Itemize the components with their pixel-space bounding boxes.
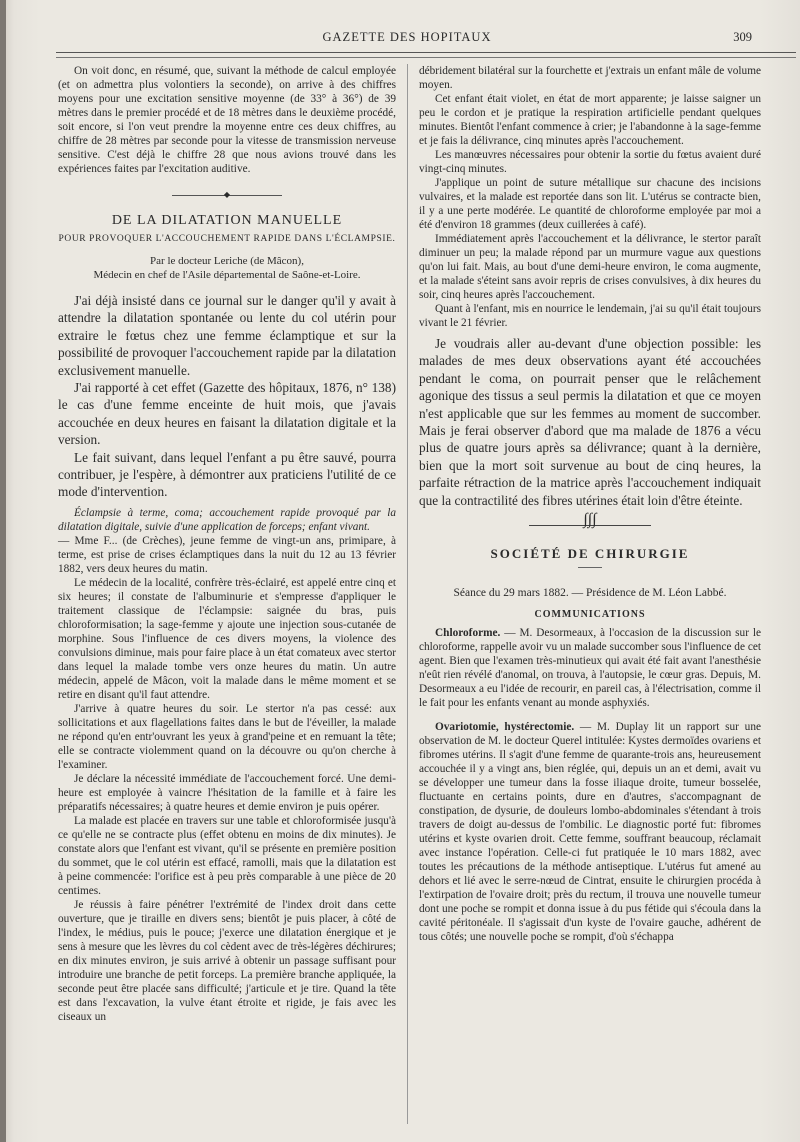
paragraph: J'arrive à quatre heures du soir. Le stertor n'a pas cessé: aux sollicitations et aux flagellations faites dans le but de l'éveiller, la malade ne répond qu'en entr'ouvrant les yeux à grand'peine et en remuant la tête; elle se contracte violemment quand on la découvre ou qu'on cherche à l'examiner. bbox=[58, 702, 396, 771]
paragraph: Je voudrais aller au-devant d'une objection possible: les malades de mes deux observations ayant été accouchées pendant le coma, on pourrait penser que le relâchement agonique des tissus a seul permis la dilatation et que ce moyen n'est applicable que sur les femmes au moment de succomber. Mais je ferai observer d'abord que ma malade de 1876 a vécu plus de quatre jours après sa délivrance; quant à la dernière, bien que la mort soit survenue au bout de cinq heures, la parfaite rétraction de la matrice après l'accouchement indiquait que la contractilité des fibres utérines était loin d'être éteinte. bbox=[419, 336, 761, 508]
header-rule bbox=[56, 52, 796, 53]
ovariotomie-heading: Ovariotomie, hystérectomie. bbox=[435, 721, 575, 734]
byline-author: Par le docteur Leriche (de Mâcon), bbox=[150, 255, 304, 267]
paragraph: Je réussis à faire pénétrer l'extrémité de l'index droit dans cette ouverture, que je tiraille en divers sens; bientôt je puis placer, à côté de l'index, le médius, puis le pouce; j'exerce une dilatation énergique et je sens à mesure que les lèvres du col cèdent avec de très-légères déchirures; en dix minutes environ, je suis arrivé à obtenir un passage suffisant pour introduire une branche de petit forceps. La première branche appliquée, la seconde peut être placée sans difficulté; j'articule et je tire. Quand la tête est dans l'excavation, la vulve étant étroite et rigide, je fais avec les ciseaux un bbox=[58, 898, 396, 1023]
paragraph: débridement bilatéral sur la fourchette et j'extrais un enfant mâle de volume moyen. bbox=[419, 65, 761, 91]
paragraph: Les manœuvres nécessaires pour obtenir la sortie du fœtus avaient duré vingt-cinq minutes. bbox=[419, 149, 761, 175]
case-title: Éclampsie à terme, coma; accouchement rapide provoqué par la dilatation digitale, suivie d'une application de forceps; enfant vivant. bbox=[58, 506, 396, 533]
journal-title: GAZETTE DES HOPITAUX bbox=[322, 30, 492, 44]
paragraph: La malade est placée en travers sur une table et chloroformisée jusqu'à ce qu'elle ne se contracte plus (effet obtenu en moins de dix minutes). Je constate alors que l'enfant est vivant, qu'il se présente en première position du sommet, que le col utérin est effacé, ramolli, mais que la dilatation est à peine commencée: l'orifice est à peu près comparable à une pièce de 20 centimes. bbox=[58, 814, 396, 897]
ovariotomie-text: — M. Duplay lit un rapport sur une observation de M. le docteur Querel intitulée: Kystes dermoïdes ovariens et fibromes utérins. Il s'agit d'une femme de quarante-trois ans, heureusement accouchée il y a vingt ans, bien réglée, qui, depuis un an et demi, avait vu se développer une tumeur dans la fosse iliaque droite, tumeur bosselée, fluctuante en certains points, dure en d'autres, s'accompagnant de constipation, de dysurie, de douleurs lombo-abdominales s'étendant à trois travers de doigt au-dessus de l'ombilic. Le diagnostic porté fut: fibromes utérins et kyste ovarien droit. Cette femme, souffrant beaucoup, réclamait avec instance l'opération. Celle-ci fut pratiquée le 10 mars 1882, avec toutes les précautions de la méthode antiseptique. L'utérus fut amené au dehors et lié avec le serre-nœud de Cintrat, ensuite le chirurgien procéda à l'extirpation de l'ovaire droit; près du rectum, il trouva une nouvelle tumeur dont une poche se rompit et donna issue à du pus fétide qui s'écoula dans la cavité péritonéale. Il s'agissait d'un kyste de l'ovaire gauche, adhérent de tous côtés; une nouvelle poche se rompit, d'où s'échappa bbox=[419, 721, 761, 944]
paragraph: — Mme F... (de Crèches), jeune femme de vingt-un ans, primipare, à terme, est prise de crises éclamptiques dans la nuit du 12 au 13 février 1882, vers deux heures du matin. bbox=[58, 534, 396, 575]
session-line: Séance du 29 mars 1882. — Présidence de M. Léon Labbé. bbox=[453, 587, 727, 600]
signature-flourish-icon: ∫∫∫ bbox=[419, 513, 761, 533]
intro-paragraph: On voit donc, en résumé, que, suivant la méthode de calcul employée (et on admettra plus volontiers la seconde), on arrive à des chiffres moyens pour une excitation sensitive moyenne (de 33° à 36°) de 39 mètres dans le premier procédé et de 18 mètres dans le deuxième procédé, soit encore, si l'on veut prendre la moyenne entre ces deux chiffres, au chiffre de 28 mètres par seconde pour la vitesse de transmission nerveuse sensitive. C'est déjà le chiffre 28 que nous avions trouvé dans les expériences faites par l'excitation auditive. bbox=[58, 65, 396, 175]
column-divider bbox=[407, 64, 408, 1124]
section-rule bbox=[578, 567, 602, 568]
paragraph: Je déclare la nécessité immédiate de l'accouchement forcé. Une demi-heure est employée à vaincre l'hésitation de la famille et à faire les préparatifs nécessaires; à quatre heures et demie environ je puis opérer. bbox=[58, 772, 396, 813]
communications-heading: COMMUNICATIONS bbox=[534, 609, 646, 621]
scan-edge bbox=[0, 0, 6, 1142]
chloroforme-heading: Chloroforme. bbox=[435, 627, 501, 640]
paragraph: Immédiatement après l'accouchement et la délivrance, le stertor paraît diminuer un peu; la malade répond par un murmure vague aux questions qu'on lui fait. Mais, au bout d'une demi-heure environ, le coma augmente, et la malade s'éteint sans avoir repris de crises convulsives, à dix heures du soir, cinq heures après l'accouchement. bbox=[419, 233, 761, 301]
paragraph: J'ai rapporté à cet effet (Gazette des hôpitaux, 1876, n° 138) le cas d'une femme enceinte de huit mois, que j'avais accouchée en deux heures en faisant la dilatation digitale et la version. bbox=[58, 380, 396, 448]
paragraph: Le fait suivant, dans lequel l'enfant a pu être sauvé, pourra contribuer, je l'espère, à démontrer aux praticiens l'utilité de ce mode d'intervention. bbox=[58, 449, 396, 500]
header-rule-secondary bbox=[56, 57, 796, 58]
page-number: 309 bbox=[733, 30, 752, 44]
paragraph: J'ai déjà insisté dans ce journal sur le danger qu'il y avait à attendre la dilatation spontanée ou lente du col utérin pour extraire le fœtus chez une femme éclamptique et sur la possibilité de provoquer l'accouchement rapide par la dilatation exclusivement manuelle. bbox=[58, 293, 396, 378]
byline-affiliation: Médecin en chef de l'Asile départemental de Saône-et-Loire. bbox=[93, 269, 361, 281]
article-title: DE LA DILATATION MANUELLE bbox=[111, 213, 343, 228]
section-title: SOCIÉTÉ DE CHIRURGIE bbox=[490, 546, 690, 562]
right-column bbox=[419, 64, 761, 944]
chloroforme-text: — M. Desormeaux, à l'occasion de la discussion sur le chloroforme, rappelle avoir vu un malade succomber sous l'influence de cet agent. Bien que l'examen très-minutieux qui avait été fait avant l'anesthésie n'eût rien révélé d'anomal, on trouva, à l'autopsie, le cœur gras. Depuis, M. Desormeaux a eu l'idée de recourir, en pareil cas, à l'électrisation, comme il le fait pour les enfants venant au monde asphyxiés. bbox=[419, 627, 762, 710]
paragraph: Quant à l'enfant, mis en nourrice le lendemain, j'ai su qu'il était toujours vivant le 21 février. bbox=[419, 303, 761, 329]
diamond-ornament-icon bbox=[58, 186, 396, 200]
paragraph: Cet enfant était violet, en état de mort apparente; je laisse saigner un peu le cordon et je pratique la respiration artificielle pendant quelques minutes. Bientôt l'enfant commence à crier; je l'abandonne à la sage-femme et je fais la délivrance, cinq minutes après l'accouchement. bbox=[419, 93, 761, 147]
paragraph: Le médecin de la localité, confrère très-éclairé, est appelé entre cinq et six heures; il constate de l'albuminurie et s'empresse d'appliquer le traitement classique de l'éclampsie: saignée du bras, puis chloroformisation; la sage-femme y ajoute une injection sous-cutanée de morphine. Sous l'influence de ces divers moyens, la violence des convulsions diminue, mais pour faire place à un état comateux avec stertor dans lequel la malade tombe vers onze heures du matin. Un autre médecin, appelé de Mâcon, voit la malade dans le même moment et se retire en disant qu'il faut attendre. bbox=[58, 576, 396, 701]
article-subtitle: POUR PROVOQUER L'ACCOUCHEMENT RAPIDE DANS L'ÉCLAMPSIE. bbox=[58, 234, 396, 244]
paragraph: J'applique un point de suture métallique sur chacune des incisions vulvaires, et la malade est reportée dans son lit. L'utérus se contracte bien, il y a une perte modérée. Le quantité de chloroforme employée par moi a été d'environ 18 grammes (deux cuillerées à café). bbox=[419, 177, 761, 231]
page-header bbox=[52, 30, 762, 46]
left-column bbox=[58, 64, 396, 1024]
